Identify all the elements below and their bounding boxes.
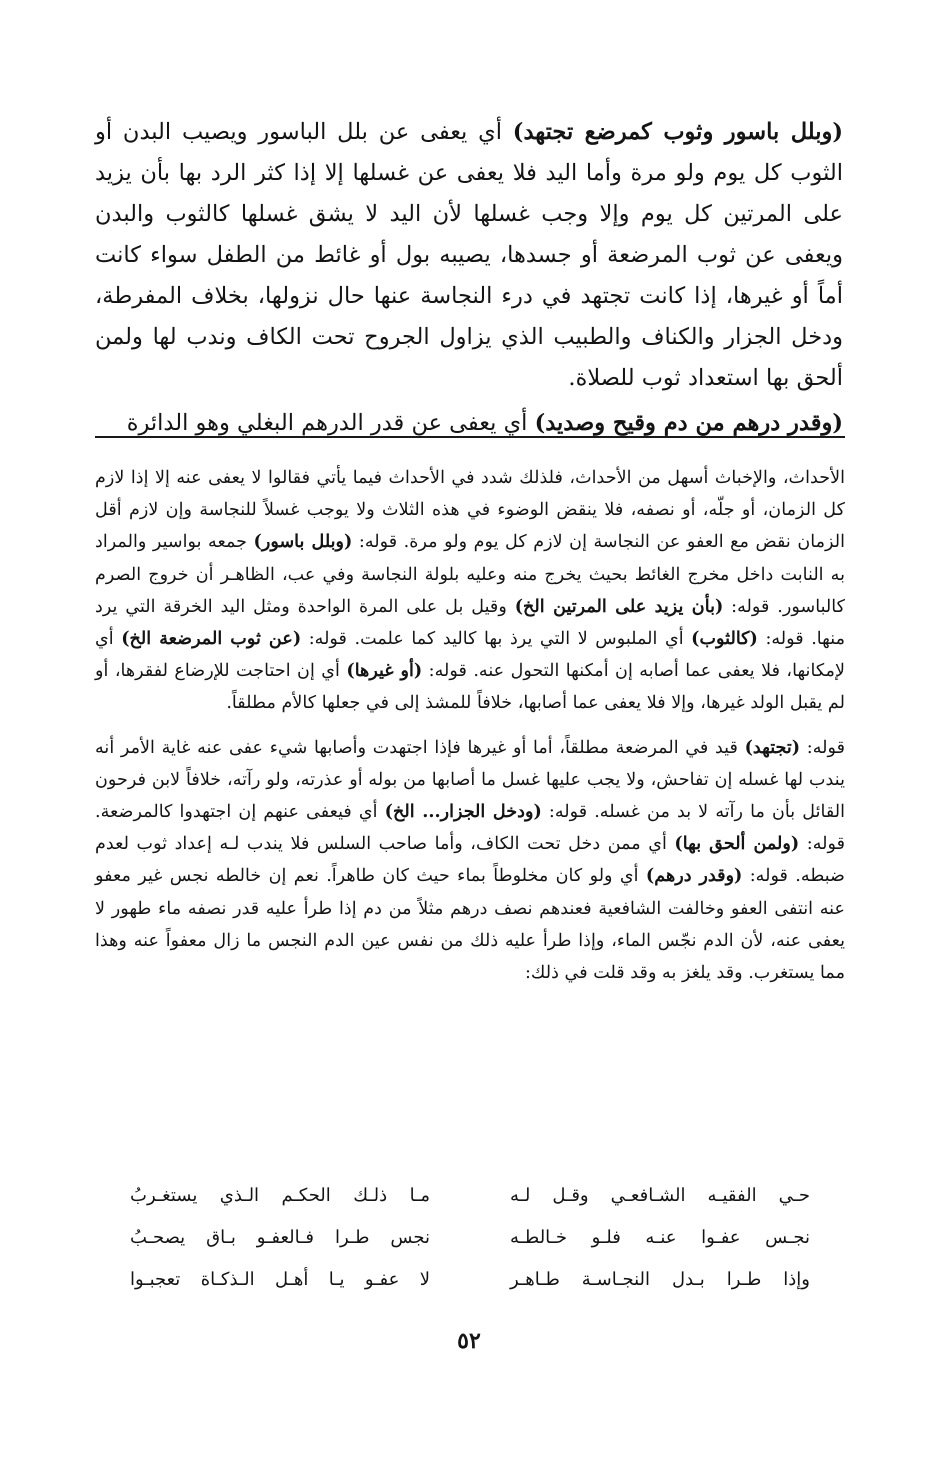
note-quote: (وبلل باسور) (253, 531, 353, 553)
footnotes (95, 462, 845, 989)
page-number: ٥٢ (457, 1328, 481, 1354)
note-text: قوله: (800, 737, 845, 758)
note-quote: (عن ثوب المرضعة الخ) (121, 628, 302, 650)
verse-second-hemistich: نجس طـرا فـالعفـو بـاق يصحـبُ (130, 1227, 430, 1248)
verse-first-hemistich: وإذا طـرا بـدل النجـاسـة طـاهـر (510, 1269, 810, 1290)
commentary-text: أي يعفى عن بلل الباسور ويصيب البدن أو الثوب كل يوم ولو مرة وأما اليد فلا يعفى عن غسلها إلا إذا كثر الرد بها بأن يزيد على المرتين كل يوم وإلا وجب غسلها لأن اليد لا يشق غسلها كالثوب والبدن ويعفى عن ثوب المرضعة أو جسدها، يصيبه بول أو غائط من الطفل سواء كانت أماً أو غيرها، إذا كانت تجتهد في درء النجاسة عنها حال نزولها، بخلاف المفرطة، ودخل الجزار والكناف والطبيب الذي يزاول الجروح تحت الكاف وندب لها ولمن ألحق بها استعداد ثوب للصلاة. (95, 119, 843, 391)
matn-quote: (وقدر درهم من دم وقيح وصديد) (534, 410, 843, 436)
commentary-text: أي يعفى عن قدر الدرهم البغلي وهو الدائرة (126, 410, 535, 436)
verse-first-hemistich: نجـس عفـوا عنـه فلـو خـالطـه (510, 1227, 810, 1248)
note-quote: (بأن يزيد على المرتين الخ) (514, 595, 724, 617)
note-quote: (وقدر درهم) (645, 865, 743, 887)
note-text: قيد في المرضعة مطلقاً، أما أو غيرها فإذا اجتهدت وأصابها شيء عفى عنه غاية الأمر أنه يندب لها غسله إن تفاحش، ولا يجب عليها غسل ما أصابها من بوله أو عذرته، ولو رآته، خلافاً لابن فرحون القائل بأن ما رآته لا بد من غسله. قوله: (95, 737, 846, 823)
main-paragraph (95, 112, 843, 399)
note-quote: (ودخل الجزار... الخ) (384, 801, 542, 823)
note-text: جمعه بواسير والمراد به النابت داخل مخرج الغائط بحيث يخرج منه وعليه بلولة النجاسة وفي عب، الظاهـر أن خروج الصرم كالباسور. قوله: (95, 532, 845, 617)
note-quote: (كالثوب) (691, 628, 758, 650)
verse-second-hemistich: مـا ذلـك الحكـم الـذي يستغـربُ (130, 1185, 430, 1206)
note-text: الأحداث، والإخباث أسهل من الأحداث، فلذلك شدد في الأحداث فيما يأتي فقالوا لا يعفى عنه إلا إذا لازم كل الزمان، أو جلّه، أو نصفه، فلا ينقض الوضوء في هذه الثلاث ولا يوجب غسلاً للنجاسة وإن لازم أقل الزمان نقض مع العفو عن النجاسة إن لازم كل يوم ولو مرة. قوله: (95, 468, 845, 553)
note-quote: (أو غيرها) (346, 660, 423, 682)
verse-second-hemistich: لا عفـو يـا أهـل الـذكـاة تعجبـوا (130, 1269, 430, 1290)
note-text: أي فيعفى عنهم إن اجتهدوا كالمرضعة. قوله: (95, 802, 845, 855)
main-text (95, 112, 843, 444)
matn-quote: (وبلل باسور وثوب كمرضع تجتهد) (512, 119, 843, 145)
poem-verse (130, 1217, 810, 1259)
note-quote: (تجتهد) (744, 736, 801, 758)
note-text: وقيل بل على المرة الواحدة ومثل اليد الخرقة التي يرد منها. قوله: (95, 596, 846, 650)
poem (130, 1175, 810, 1301)
poem-verse (130, 1175, 810, 1217)
note-text: أي لإمكانها، فلا يعفى عما أصابه إن أمكنها التحول عنه. قوله: (95, 629, 845, 682)
note-text: أي ولو كان مخلوطاً بماء حيث كان طاهراً. نعم إن خالطه نجس غير معفو عنه انتفى العفو وخالفت الشافعية فعندهم نصف درهم مثلاً من دم إذا طرأ عليه قدر نصفه ماء طهور لا يعفى عنه، لأن الدم نجّس الماء، وإذا طرأ عليه ذلك من نفس عين الدم النجس ما زال معفواً عنه وهذا مما يستغرب. وقد يلغز به وقد قلت في ذلك: (95, 866, 845, 984)
footnote-divider (95, 436, 845, 438)
note-text: أي ممن دخل تحت الكاف، وأما صاحب السلس فلا يندب لـه إعداد ثوب لعدم ضبطه. قوله: (95, 834, 845, 887)
note-text: أي إن احتاجت للإرضاع لفقرها، أو لم يقبل الولد غيرها، وإلا فلا يعفى عما أصابها، خلافاً للمشذ إلى في جعلها كالأم مطلقاً. (95, 661, 845, 714)
poem-verse (130, 1259, 810, 1301)
verse-first-hemistich: حـي الفقيـه الشـافعـي وقـل لـه (510, 1185, 810, 1206)
note-text: أي الملبوس لا التي يرذ بها كاليد كما علمت. قوله: (301, 629, 692, 650)
note-quote: (ولمن ألحق بها) (674, 833, 800, 855)
footnote-paragraph (95, 732, 845, 990)
footnote-paragraph (95, 462, 845, 720)
